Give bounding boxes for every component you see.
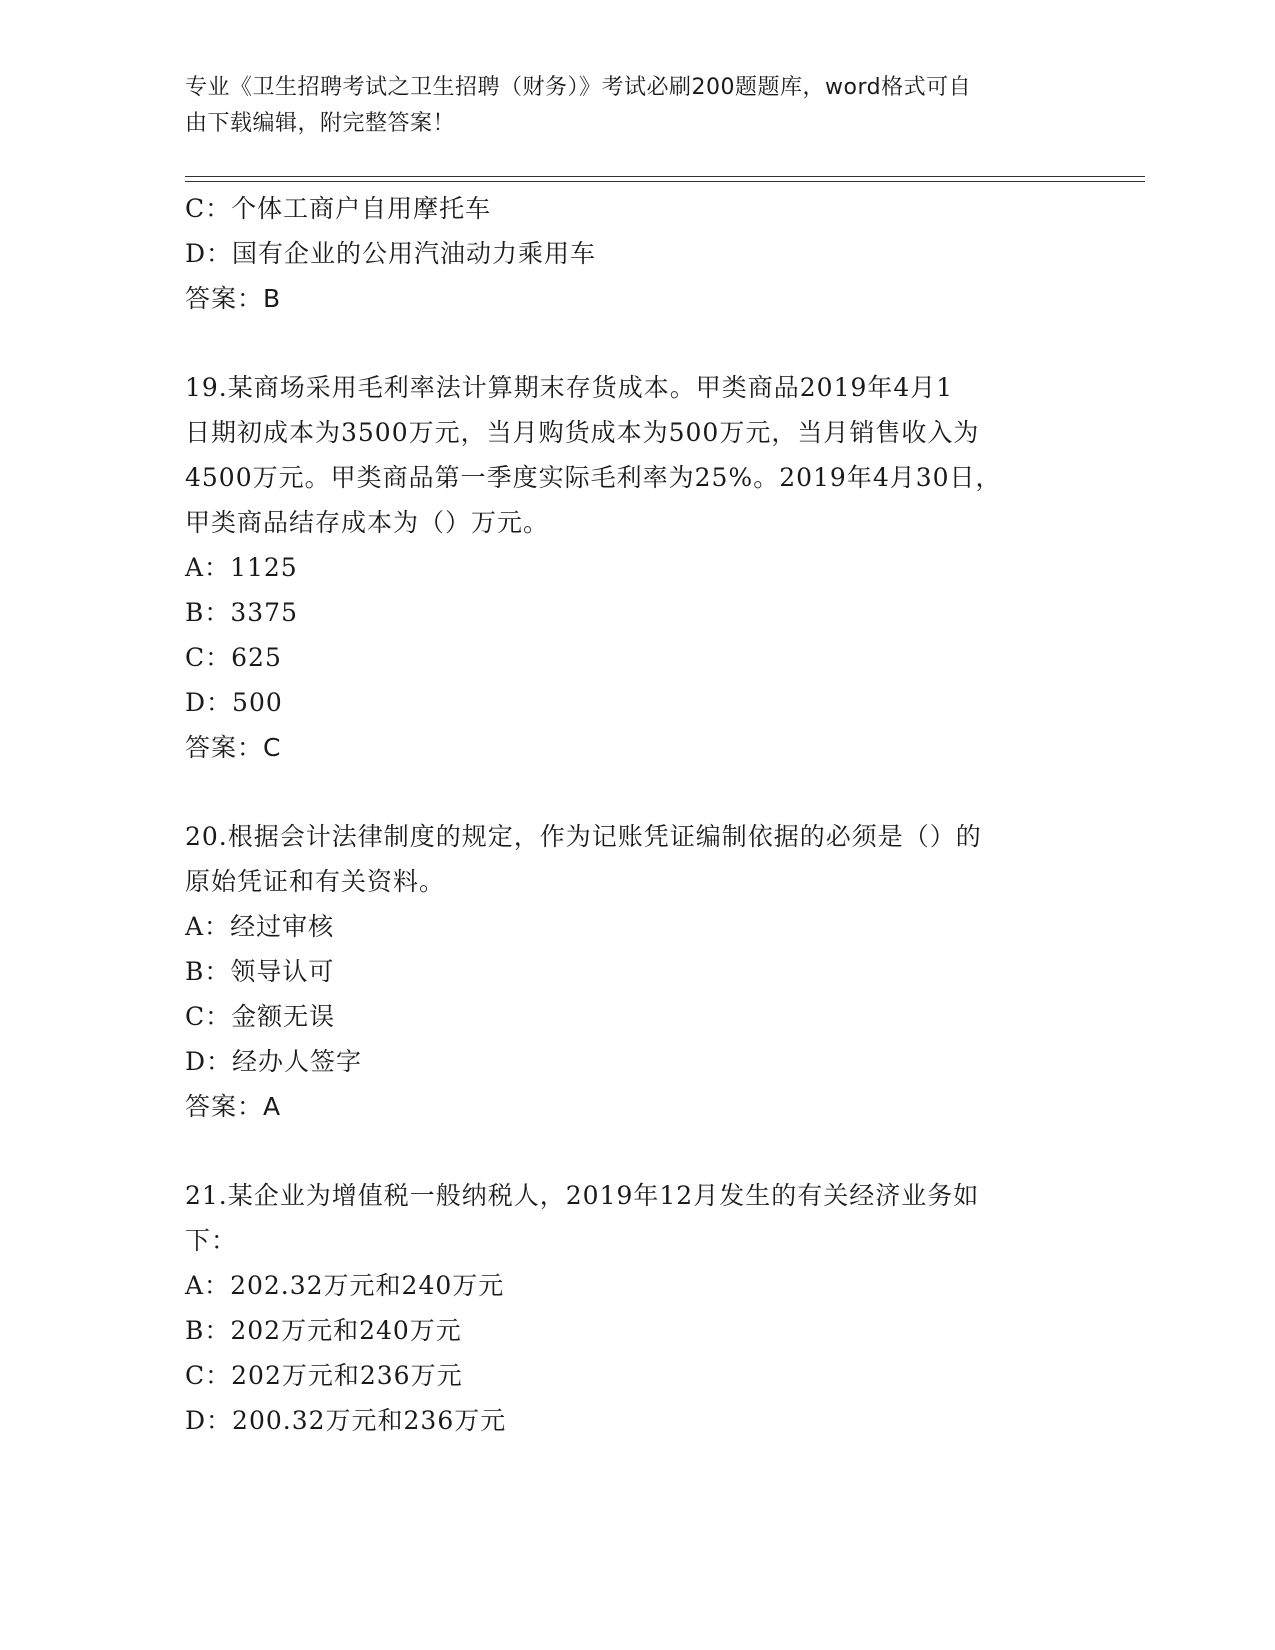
option-key: C： xyxy=(185,643,232,672)
option-b xyxy=(185,949,1085,994)
option-key: B： xyxy=(185,1316,231,1345)
option-a xyxy=(185,904,1085,949)
option-b xyxy=(185,1308,1085,1353)
question-text-line: 原始凭证和有关资料。 xyxy=(185,867,446,896)
question-text-line: 下： xyxy=(185,1226,238,1255)
option-key: C： xyxy=(185,194,232,223)
option-text: 3375 xyxy=(230,598,298,627)
option-key: D： xyxy=(185,688,233,717)
option-a xyxy=(185,1263,1085,1308)
spacer xyxy=(185,1129,1085,1173)
option-text: 个体工商户自用摩托车 xyxy=(231,194,492,223)
option-key: C： xyxy=(185,1002,232,1031)
option-key: A： xyxy=(185,553,231,582)
document-header xyxy=(185,70,1065,142)
option-d xyxy=(185,231,1085,276)
option-text: 202万元和240万元 xyxy=(230,1316,462,1345)
question-text-line: 21.某企业为增值税一般纳税人，2019年12月发生的有关经济业务如 xyxy=(185,1181,980,1210)
option-text: 625 xyxy=(231,643,282,672)
option-text: 202.32万元和240万元 xyxy=(230,1271,505,1300)
option-key: B： xyxy=(185,598,231,627)
option-key: A： xyxy=(185,912,231,941)
answer-line: 答案：C xyxy=(185,733,282,762)
option-text: 经办人签字 xyxy=(232,1047,363,1076)
option-key: A： xyxy=(185,1271,231,1300)
option-c xyxy=(185,635,1085,680)
option-a xyxy=(185,545,1085,590)
option-text: 领导认可 xyxy=(230,957,335,986)
question-text-line: 4500万元。甲类商品第一季度实际毛利率为25%。2019年4月30日， xyxy=(185,463,1002,492)
header-line-1: 专业《卫生招聘考试之卫生招聘（财务）》考试必刷200题题库，word格式可自 xyxy=(185,75,972,100)
question-text-line: 20.根据会计法律制度的规定，作为记账凭证编制依据的必须是（）的 xyxy=(185,822,982,851)
answer-line: 答案：A xyxy=(185,1092,282,1121)
option-c xyxy=(185,994,1085,1039)
option-text: 金额无误 xyxy=(231,1002,336,1031)
question-text-line: 日期初成本为3500万元，当月购货成本为500万元，当月销售收入为 xyxy=(185,418,980,447)
option-text: 202万元和236万元 xyxy=(231,1361,463,1390)
option-b xyxy=(185,590,1085,635)
option-c xyxy=(185,186,1085,231)
option-text: 国有企业的公用汽油动力乘用车 xyxy=(232,239,597,268)
option-key: C： xyxy=(185,1361,232,1390)
option-text: 1125 xyxy=(230,553,298,582)
header-divider-bottom xyxy=(185,181,1145,182)
header-divider-top xyxy=(185,176,1145,177)
option-c xyxy=(185,1353,1085,1398)
option-text: 500 xyxy=(232,688,283,717)
question-20 xyxy=(185,814,1085,1129)
answer-line: 答案：B xyxy=(185,284,282,313)
option-key: B： xyxy=(185,957,231,986)
header-line-2: 由下载编辑，附完整答案！ xyxy=(185,111,456,136)
option-d xyxy=(185,1039,1085,1084)
option-key: D： xyxy=(185,239,233,268)
spacer xyxy=(185,321,1085,365)
prev-question-block xyxy=(185,186,1085,321)
option-d xyxy=(185,1398,1085,1443)
option-key: D： xyxy=(185,1406,233,1435)
spacer xyxy=(185,770,1085,814)
question-text-line: 甲类商品结存成本为（）万元。 xyxy=(185,508,550,537)
question-19 xyxy=(185,365,1085,770)
option-text: 200.32万元和236万元 xyxy=(232,1406,507,1435)
question-text-line: 19.某商场采用毛利率法计算期末存货成本。甲类商品2019年4月1 xyxy=(185,373,954,402)
option-key: D： xyxy=(185,1047,233,1076)
question-21 xyxy=(185,1173,1085,1443)
question-content xyxy=(185,186,1085,1443)
option-d xyxy=(185,680,1085,725)
option-text: 经过审核 xyxy=(230,912,335,941)
